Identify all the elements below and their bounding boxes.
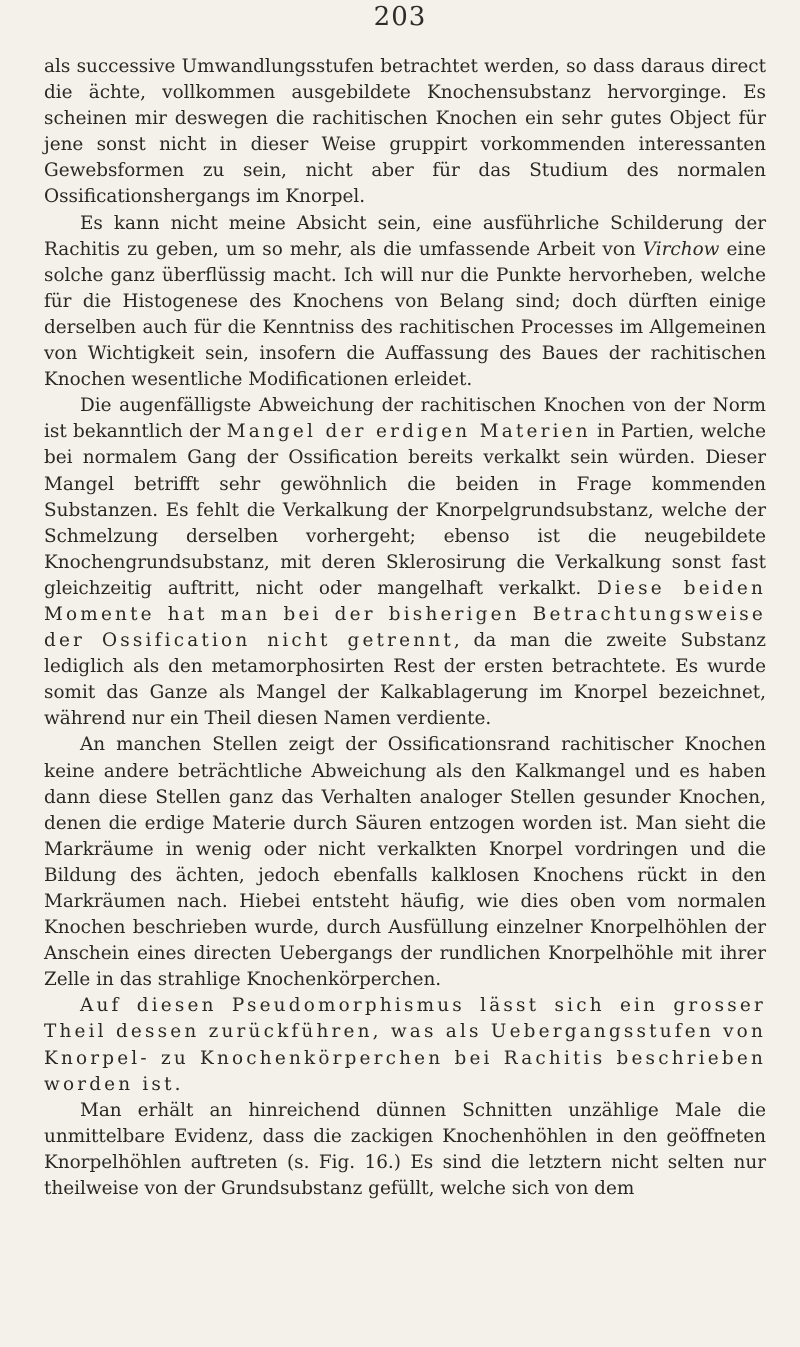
author-name: Virchow	[642, 238, 720, 260]
text-run: Man erhält an hinreichend dünnen Schnitten unzählige Male die unmittelbare Evidenz, dass die zackigen Knochenhöhlen in den geöffneten Knorpelhöhlen auftreten (s. Fig. 16.) Es sind die letztern nicht selten nur theilweise von der Grundsubstanz gefüllt, welche sich von dem	[44, 1099, 766, 1200]
text-run: eine solche ganz überflüssig macht. Ich will nur die Punkte hervorheben, welche für die Histogenese des Knochens von Belang sind; doch dürften einige derselben auch für die Kenntniss des rachitischen Processes im Allgemeinen von Wichtigkeit sein, insofern die Auffassung des Baues der rachitischen Knochen wesentliche Modificationen erleidet.	[44, 238, 766, 391]
page-number: 203	[373, 2, 427, 32]
paragraph	[44, 211, 766, 394]
paragraph	[44, 993, 766, 1097]
emphasized-text: Auf diesen Pseudomorphismus lässt sich ein grosser Theil dessen zurückführen, was als Uebergangsstufen von Knorpel- zu Knochenkörperchen bei Rachitis beschrieben worden ist.	[44, 995, 766, 1095]
body-text	[44, 54, 766, 1202]
text-run: , da man die zweite Substanz lediglich als den metamorphosirten Rest der ersten betrachtete. Es wurde somit das Ganze als Mangel der Kalkablagerung im Knorpel bezeichnet, während nur ein Theil diesen Namen verdiente.	[44, 630, 766, 730]
emphasized-text: Mangel der erdigen Materien	[226, 421, 591, 443]
text-run: als successive Umwandlungsstufen betrachtet werden, so dass daraus direct die ächte, vollkommen ausgebildete Knochensubstanz hervorginge. Es scheinen mir deswegen die rachitischen Knochen ein sehr gutes Object für jene sonst nicht in dieser Weise gruppirt vorkommenden interessanten Gewebsformen zu sein, nicht aber für das Studium des normalen Ossificationshergangs im Knorpel.	[44, 56, 766, 208]
paragraph	[44, 732, 766, 993]
paragraph	[44, 1098, 766, 1202]
paragraph	[44, 393, 766, 732]
text-run: An manchen Stellen zeigt der Ossificationsrand rachitischer Knochen keine andere beträchtliche Abweichung als den Kalkmangel und es haben dann diese Stellen ganz das Verhalten analoger Stellen gesunder Knochen, denen die erdige Materie durch Säuren entzogen worden ist. Man sieht die Markräume in wenig oder nicht verkalkten Knorpel vordringen und die Bildung des ächten, jedoch ebenfalls kalklosen Knochens rückt in den Markräumen nach. Hiebei entsteht häufig, wie dies oben vom normalen Knochen beschrieben wurde, durch Ausfüllung einzelner Knorpelhöhlen der Anschein eines directen Uebergangs der rundlichen Knorpelhöhle mit ihrer Zelle in das strahlige Knochenkörperchen.	[44, 734, 766, 991]
paragraph	[44, 54, 766, 211]
text-run: in Partien, welche bei normalem Gang der Ossification bereits verkalkt sein würden. Dieser Mangel betrifft sehr gewöhnlich die beiden in Frage kommenden Substanzen. Es fehlt die Verkalkung der Knorpelgrundsubstanz, welche der Schmelzung derselben vorhergeht; ebenso ist die neugebildete Knochengrundsubstanz, mit deren Sklerosirung die Verkalkung sonst fast gleichzeitig auftritt, nicht oder mangelhaft verkalkt.	[44, 421, 766, 599]
text-run: Es kann nicht meine Absicht sein, eine ausführliche Schilderung der Rachitis zu geben, um so mehr, als die umfassende Arbeit von	[44, 212, 766, 260]
emphasized-text: Diese beiden Momente hat man bei der bisherigen Betrachtungsweise der Ossification nicht getrennt	[44, 577, 767, 652]
text-run: Die augenfälligste Abweichung der rachitischen Knochen von der Norm ist bekanntlich der	[44, 395, 766, 443]
